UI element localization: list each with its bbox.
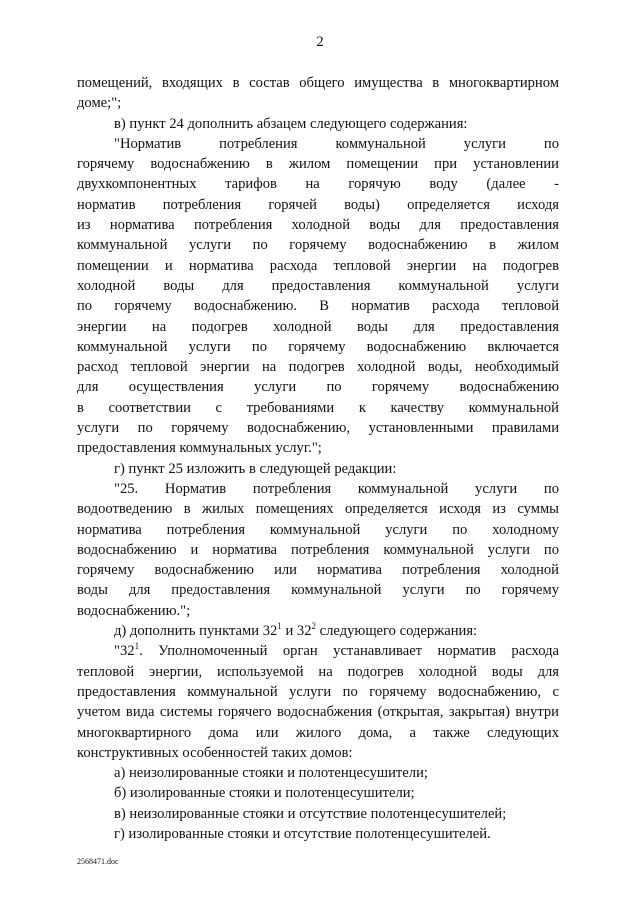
text-fragment: и 32 xyxy=(281,623,312,640)
text-line: водоснабжению."; xyxy=(77,602,191,619)
file-name-footer: 2568471.doc xyxy=(77,857,119,866)
list-item: г) изолированные стояки и отсутствие полотенцесушителей. xyxy=(114,825,491,842)
text-line: коммунальной услуги по горячему водоснабжению в жилом xyxy=(77,237,559,254)
text-fragment: . Уполномоченный орган устанавливает норматив расхода xyxy=(139,643,559,660)
superscript: 1 xyxy=(277,621,282,632)
text-line xyxy=(77,621,559,641)
text-line: предоставления коммунальной услуги по горячему водоснабжению, с xyxy=(77,683,559,700)
text-line xyxy=(77,641,559,661)
list-item: в) неизолированные стояки и отсутствие полотенцесушителей; xyxy=(114,805,507,822)
text-line: из норматива потребления холодной воды для предоставления xyxy=(77,217,559,234)
text-line: энергии на подогрев холодной воды для предоставления xyxy=(77,318,559,335)
text-fragment: д) дополнить пунктами 32 xyxy=(114,623,278,640)
text-line: помещении и норматива расхода тепловой энергии на подогрев xyxy=(77,257,559,274)
text-line: конструктивных особенностей таких домов: xyxy=(77,744,353,761)
document-body xyxy=(77,73,559,844)
text-fragment: "32 xyxy=(114,643,135,660)
text-line: предоставления коммунальных услуг."; xyxy=(77,440,322,457)
text-line: для осуществления услуги по горячему водоснабжению xyxy=(77,379,559,396)
text-fragment: следующего содержания: xyxy=(316,623,478,640)
superscript: 2 xyxy=(311,621,316,632)
text-line: "25. Норматив потребления коммунальной услуги по xyxy=(114,480,559,497)
text-line: доме;"; xyxy=(77,95,122,112)
text-line: норматива потребления коммунальной услуги по холодному xyxy=(77,521,559,538)
text-line: норматив потребления горячей воды) определяется исходя xyxy=(77,196,559,213)
text-line: водоотведению в жилых помещениях определяется исходя из суммы xyxy=(77,501,559,518)
text-line: "Норматив потребления коммунальной услуги по xyxy=(114,135,559,152)
text-line: расход тепловой энергии на подогрев холодной воды, необходимый xyxy=(77,359,559,376)
text-line: учетом вида системы горячего водоснабжения (открытая, закрытая) внутри xyxy=(77,704,559,721)
text-line: воды для предоставления коммунальной услуги по горячему xyxy=(77,582,559,599)
text-line: водоснабжению и норматива потребления коммунальной услуги по xyxy=(77,541,559,558)
list-item: б) изолированные стояки и полотенцесушители; xyxy=(114,785,415,802)
text-line: коммунальной услуги по горячему водоснабжению включается xyxy=(77,338,559,355)
text-line: в) пункт 24 дополнить абзацем следующего содержания: xyxy=(114,115,468,132)
superscript: 1 xyxy=(134,641,140,652)
text-line: холодной воды для предоставления коммунальной услуги xyxy=(77,277,559,294)
text-line: многоквартирного дома или жилого дома, а также следующих xyxy=(77,724,559,741)
text-line: по горячему водоснабжению. В норматив расхода тепловой xyxy=(77,298,559,315)
text-line: тепловой энергии, используемой на подогрев холодной воды для xyxy=(77,663,559,680)
list-item: а) неизолированные стояки и полотенцесушители; xyxy=(114,765,428,782)
text-line: двухкомпонентных тарифов на горячую воду (далее - xyxy=(77,176,559,193)
text-line: горячему водоснабжению в жилом помещении при установлении xyxy=(77,156,559,173)
text-line: г) пункт 25 изложить в следующей редакции: xyxy=(114,460,397,477)
text-line: помещений, входящих в состав общего имущества в многоквартирном xyxy=(77,75,559,91)
text-line: услуги по горячему водоснабжению, установленными правилами xyxy=(77,420,559,437)
page-number: 2 xyxy=(316,34,324,50)
text-line: горячему водоснабжению или норматива потребления холодной xyxy=(77,562,559,579)
text-line: в соответствии с требованиями к качеству коммунальной xyxy=(77,399,559,416)
